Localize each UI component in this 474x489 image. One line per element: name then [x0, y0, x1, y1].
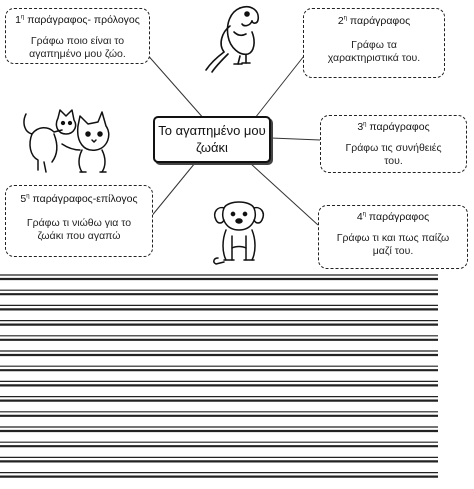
writing-line[interactable]	[0, 473, 438, 477]
writing-line[interactable]	[0, 427, 438, 431]
writing-line[interactable]	[0, 351, 438, 355]
paragraph-1-title: $1^\eta$ παράγραφος- πρόλογος	[15, 14, 140, 26]
paragraph-5-title: $5^\eta$ παράγραφος-επίλογος	[20, 193, 138, 205]
paragraph-3-text: Γράφω τις συνήθειές του.	[345, 142, 442, 167]
paragraph-4-text: Γράφω τι και πως παίζω μαζί του.	[336, 232, 450, 257]
writing-line[interactable]	[0, 457, 438, 461]
paragraph-3-title: $3^\eta$ παράγραφος	[357, 121, 430, 133]
writing-line[interactable]	[0, 305, 438, 309]
writing-line[interactable]	[0, 321, 438, 325]
center-title-line2: ζωάκι	[196, 140, 228, 155]
paragraph-2-title: $2^\eta$ παράγραφος	[337, 15, 411, 27]
writing-line[interactable]	[0, 381, 438, 385]
paragraph-1-text: Γράφω ποιο είναι το αγαπημένο μου ζώο.	[29, 35, 126, 60]
writing-line[interactable]	[0, 397, 438, 401]
paragraph-2-text: Γράφω τα χαρακτηριστικά του.	[327, 39, 421, 64]
writing-line[interactable]	[0, 366, 438, 370]
writing-line[interactable]	[0, 275, 438, 279]
paragraph-4-title: $4^\eta$ παράγραφος	[356, 211, 430, 223]
writing-line[interactable]	[0, 290, 438, 294]
paragraph-5-text: Γράφω τι νιώθω για το ζωάκι που αγαπώ	[26, 217, 132, 242]
writing-line[interactable]	[0, 412, 438, 416]
writing-line[interactable]	[0, 336, 438, 340]
center-title-line1: Το αγαπημένο μου	[158, 123, 266, 138]
writing-line[interactable]	[0, 442, 438, 446]
